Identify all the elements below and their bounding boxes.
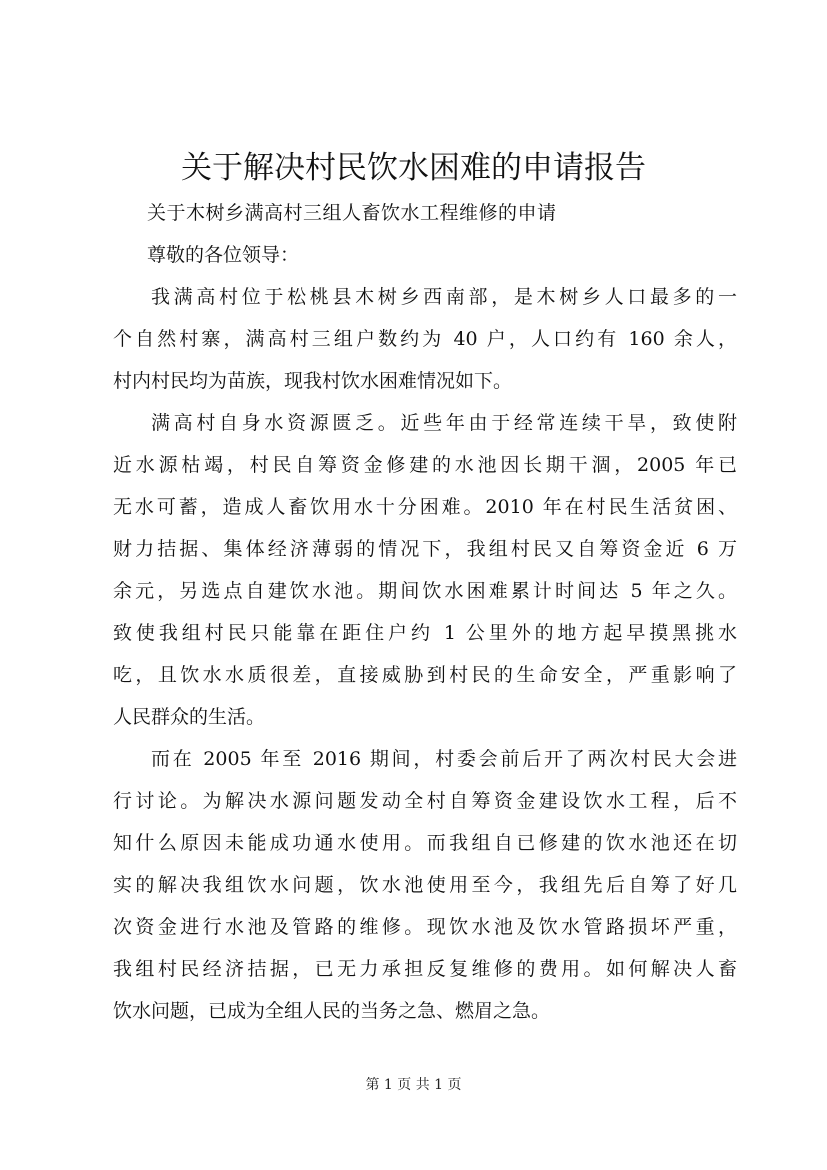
paragraph-line: 个自然村寨，满高村三组户数约为 40 户，人口约有 160 余人， (113, 328, 737, 350)
paragraph-line: 饮水问题，已成为全组人民的当务之急、燃眉之急。 (113, 1000, 551, 1022)
page-number-footer: 第 1 页 共 1 页 (365, 1077, 462, 1093)
paragraph-line: 我满高村位于松桃县木树乡西南部，是木树乡人口最多的一 (151, 286, 737, 308)
paragraph-line: 近水源枯竭，村民自筹资金修建的水池因长期干涸，2005 年已 (113, 454, 737, 476)
paragraph-line: 次资金进行水池及管路的维修。现饮水池及饮水管路损坏严重， (113, 916, 737, 938)
paragraph-line: 实的解决我组饮水问题，饮水池使用至今，我组先后自筹了好几 (113, 874, 737, 896)
paragraph-3 (113, 738, 737, 1032)
paragraph-2 (113, 402, 737, 738)
document-title: 关于解决村民饮水困难的申请报告 (181, 150, 646, 186)
paragraph-line: 我组村民经济拮据，已无力承担反复维修的费用。如何解决人畜 (113, 958, 737, 980)
salutation: 尊敬的各位领导： (147, 244, 300, 266)
paragraph-line: 致使我组村民只能靠在距住户约 1 公里外的地方起早摸黑挑水 (113, 622, 737, 644)
paragraph-line: 行讨论。为解决水源问题发动全村自筹资金建设饮水工程，后不 (113, 790, 737, 812)
paragraph-line: 财力拮据、集体经济薄弱的情况下，我组村民又自筹资金近 6 万 (113, 538, 737, 560)
paragraph-line: 人民群众的生活。 (113, 706, 266, 728)
paragraph-line: 知什么原因未能成功通水使用。而我组自已修建的饮水池还在切 (113, 832, 737, 854)
document-subtitle: 关于木树乡满高村三组人畜饮水工程维修的申请 (147, 202, 557, 224)
paragraph-line: 无水可蓄，造成人畜饮用水十分困难。2010 年在村民生活贫困、 (113, 496, 737, 518)
paragraph-line: 村内村民均为苗族，现我村饮水困难情况如下。 (113, 370, 513, 392)
paragraph-1 (113, 276, 737, 402)
document-body (113, 192, 737, 1032)
paragraph-line: 吃，且饮水水质很差，直接威胁到村民的生命安全，严重影响了 (113, 664, 737, 686)
paragraph-line: 余元，另选点自建饮水池。期间饮水困难累计时间达 5 年之久。 (113, 580, 737, 602)
paragraph-line: 满高村自身水资源匮乏。近些年由于经常连续干旱，致使附 (151, 412, 737, 434)
paragraph-line: 而在 2005 年至 2016 期间，村委会前后开了两次村民大会进 (151, 748, 737, 770)
